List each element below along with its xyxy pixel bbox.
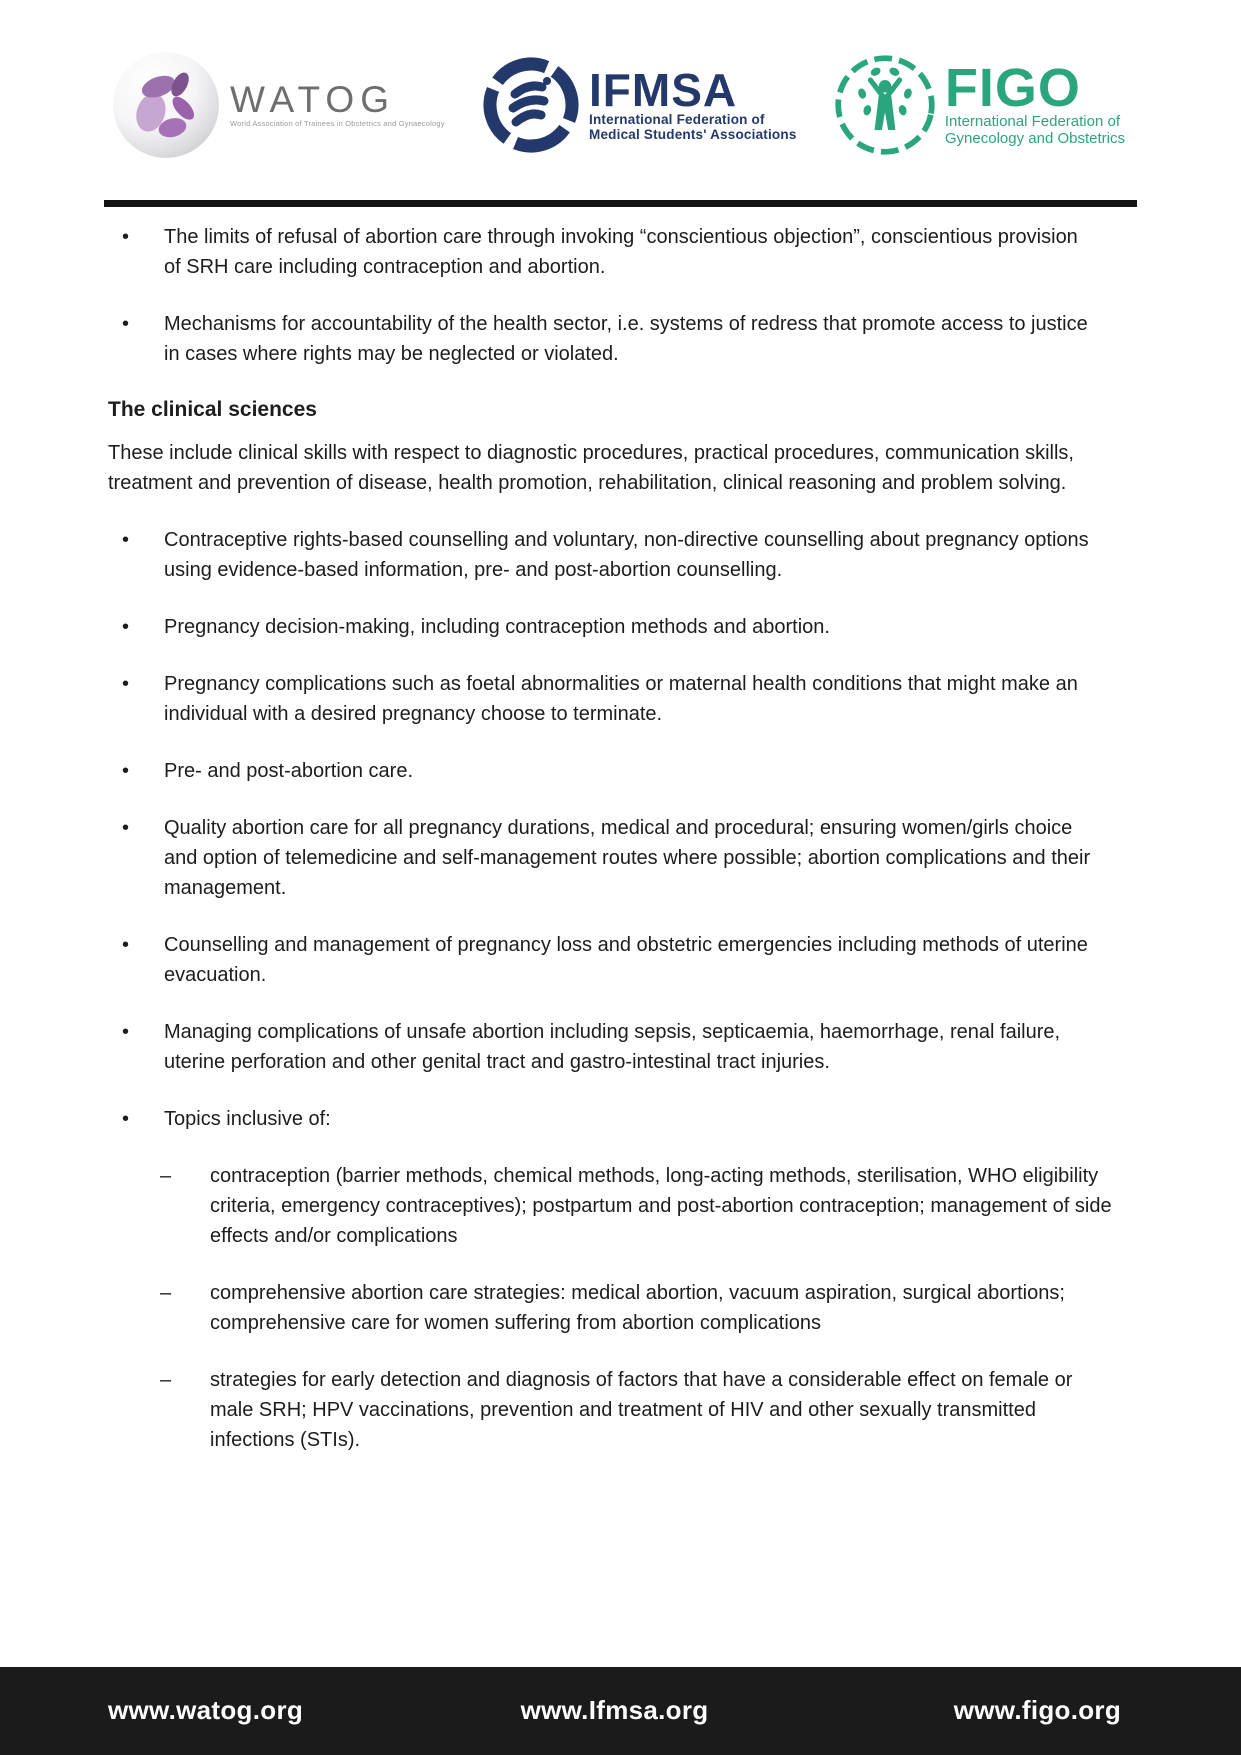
footer-col-center <box>446 1695 784 1728</box>
list-item-text: Topics inclusive of: <box>164 1108 331 1130</box>
watog-url-link[interactable]: www.watog.org <box>108 1694 304 1725</box>
page-footer <box>0 1667 1241 1755</box>
list-item-text: Pregnancy decision-making, including contraception methods and abortion. <box>164 616 830 638</box>
ifmsa-url-link[interactable]: www.Ifmsa.org <box>520 1694 709 1725</box>
watog-logo <box>112 51 445 159</box>
dash-marker: – <box>160 1369 172 1391</box>
sub-list-item-text: strategies for early detection and diagnosis of factors that have a considerable effect on female or male SRH; HPV vaccinations, prevention and treatment of HIV and other sexually transmitted infections (STIs). <box>210 1369 1073 1451</box>
logo-header <box>0 0 1241 200</box>
bullet-marker: • <box>122 226 130 248</box>
list-item-text: Pregnancy complications such as foetal abnormalities or maternal health conditions that might make an individual with a desired pregnancy choose to terminate. <box>164 673 1078 725</box>
bullet-marker: • <box>122 817 130 839</box>
list-item <box>108 669 1113 729</box>
list-item-text: Mechanisms for accountability of the health sector, i.e. systems of redress that promote access to justice in cases where rights may be neglected or violated. <box>164 313 1088 365</box>
figo-logo <box>833 53 1125 157</box>
list-item <box>108 309 1113 369</box>
sub-list-item-text: contraception (barrier methods, chemical methods, long-acting methods, sterilisation, WHO eligibility criteria, emergency contraceptives); postpartum and post-abortion contraception; management of side effects and/or complications <box>210 1165 1112 1247</box>
bullet-marker: • <box>122 616 130 638</box>
list-item-text: The limits of refusal of abortion care through invoking “conscientious objection”, conscientious provision of SRH care including contraception and abortion. <box>164 226 1078 278</box>
ifmsa-logo-tagline <box>589 112 797 143</box>
watog-logo-name: WATOG <box>230 79 395 120</box>
footer-col-right <box>783 1695 1121 1728</box>
list-item <box>108 525 1113 585</box>
sub-list-item <box>160 1278 1113 1338</box>
ifmsa-tagline-line2: Medical Students' Associations <box>589 127 797 142</box>
list-item-text: Pre- and post-abortion care. <box>164 760 414 782</box>
list-item <box>108 930 1113 990</box>
figo-tagline-line2: Gynecology and Obstetrics <box>944 130 1125 147</box>
figo-url-link[interactable]: www.figo.org <box>953 1694 1122 1725</box>
figo-tagline-line1: International Federation of <box>944 113 1121 130</box>
watog-sphere-icon <box>112 51 220 159</box>
dash-marker: – <box>160 1282 172 1304</box>
figo-logo-name: FIGO <box>944 58 1081 118</box>
section-intro-paragraph: These include clinical skills with respect to diagnostic procedures, practical procedures, communication skills, treatment and prevention of disease, health promotion, rehabilitation, clinical reasoning and problem solving. <box>108 442 1074 494</box>
sub-list-item <box>160 1365 1113 1455</box>
list-item-text: Counselling and management of pregnancy loss and obstetric emergencies including methods of uterine evacuation. <box>164 934 1088 986</box>
bullet-marker: • <box>122 529 130 551</box>
figo-logo-tagline <box>945 113 1125 147</box>
bullet-marker: • <box>122 1021 130 1043</box>
bullet-marker: • <box>122 934 130 956</box>
bullet-marker: • <box>122 313 130 335</box>
figo-logo-text <box>944 58 1125 147</box>
ifmsa-tagline-line1: International Federation of <box>589 111 765 127</box>
figo-emblem-icon <box>833 53 937 157</box>
bullet-marker: • <box>122 673 130 695</box>
document-body <box>0 207 1113 1455</box>
list-item <box>108 612 1113 642</box>
bullet-marker: • <box>122 760 130 782</box>
section-heading: The clinical sciences <box>108 398 317 421</box>
list-item <box>108 813 1113 903</box>
list-item-text: Managing complications of unsafe abortion including sepsis, septicaemia, haemorrhage, renal failure, uterine perforation and other genital tract and gastro-intestinal tract injuries. <box>164 1021 1061 1073</box>
sub-list-item-text: comprehensive abortion care strategies: medical abortion, vacuum aspiration, surgical abortions; comprehensive care for women suffering from abortion complications <box>210 1282 1065 1334</box>
watog-logo-tagline: World Association of Trainees in Obstetrics and Gynaecology <box>230 119 445 128</box>
ifmsa-logo <box>481 55 797 155</box>
divider-rule <box>104 200 1137 207</box>
dash-marker: – <box>160 1165 172 1187</box>
list-item <box>108 1017 1113 1077</box>
list-item-text: Quality abortion care for all pregnancy durations, medical and procedural; ensuring women/girls choice and option of telemedicine and self-management routes where possible; abortion complications and their management. <box>164 817 1091 899</box>
list-item-text: Contraceptive rights-based counselling and voluntary, non-directive counselling about pregnancy options using evidence-based information, pre- and post-abortion counselling. <box>164 529 1089 581</box>
ifmsa-emblem-icon <box>481 55 581 155</box>
sub-list-item <box>160 1161 1113 1251</box>
ifmsa-logo-text <box>589 63 797 143</box>
list-item <box>108 1104 1113 1134</box>
list-item <box>108 756 1113 786</box>
ifmsa-logo-name: IFMSA <box>589 63 738 116</box>
footer-col-left <box>108 1695 446 1728</box>
list-item <box>108 222 1113 282</box>
watog-logo-text <box>230 81 445 129</box>
bullet-marker: • <box>122 1108 130 1130</box>
